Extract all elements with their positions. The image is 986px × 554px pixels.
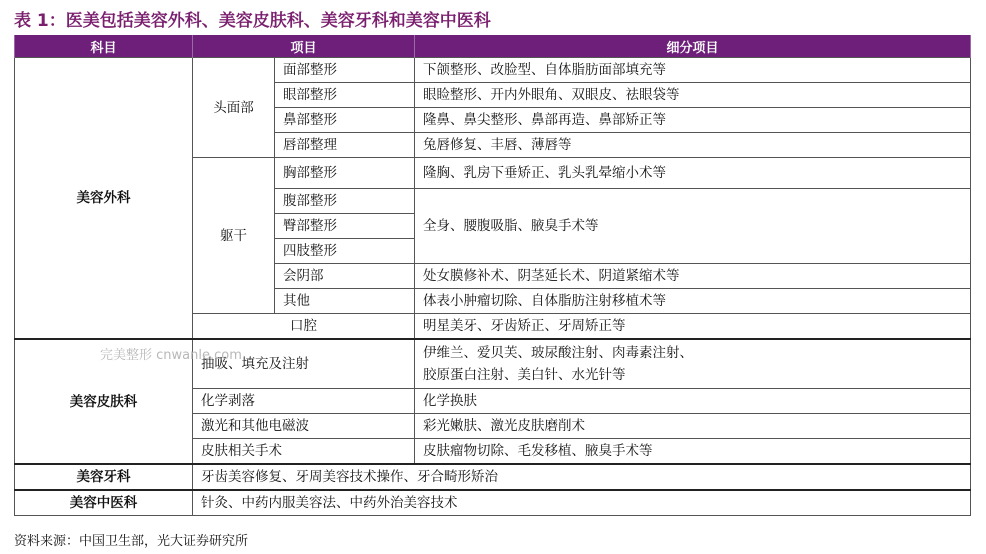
table-title: 表 1：医美包括美容外科、美容皮肤科、美容牙科和美容中医科 (14, 11, 491, 31)
detail-cell: 隆鼻、鼻尖整形、鼻部再造、鼻部矫正等 (415, 108, 971, 133)
detail-cell: 兔唇修复、丰唇、薄唇等 (415, 133, 971, 158)
table-row (15, 490, 971, 516)
detail-cell: 眼睑整形、开内外眼角、双眼皮、祛眼袋等 (415, 83, 971, 108)
header-subject: 科目 (15, 35, 193, 58)
header-item: 项目 (193, 35, 415, 58)
detail-cell: 化学换肤 (415, 389, 971, 414)
item-cell: 眼部整形 (275, 83, 415, 108)
detail-cell: 彩光嫩肤、激光皮肤磨削术 (415, 414, 971, 439)
header-row (15, 35, 971, 58)
item-cell: 抽吸、填充及注射 (193, 339, 415, 389)
detail-cell: 皮肤瘤物切除、毛发移植、腋臭手术等 (415, 439, 971, 465)
detail-cell: 隆胸、乳房下垂矫正、乳头乳晕缩小术等 (415, 158, 971, 189)
source-note: 资料来源：中国卫生部，光大证券研究所 (14, 534, 249, 549)
subject-dental: 美容牙科 (15, 464, 193, 490)
detail-line: 伊维兰、爱贝芙、玻尿酸注射、肉毒素注射、 (423, 345, 694, 361)
item-cell: 面部整形 (275, 58, 415, 83)
detail-cell-multiline (415, 339, 971, 389)
item-cell-oral: 口腔 (193, 314, 415, 340)
item-cell: 唇部整理 (275, 133, 415, 158)
detail-cell: 明星美牙、牙齿矫正、牙周矫正等 (415, 314, 971, 340)
item-cell: 臀部整形 (275, 214, 415, 239)
table-row (15, 339, 971, 389)
table-row (15, 464, 971, 490)
item-cell: 腹部整形 (275, 189, 415, 214)
watermark: 完美整形 cnwanle.com (100, 348, 242, 363)
group-head-face: 头面部 (193, 58, 275, 158)
item-cell: 四肢整形 (275, 239, 415, 264)
item-cell: 胸部整形 (275, 158, 415, 189)
detail-cell: 处女膜修补术、阴茎延长术、阴道紧缩术等 (415, 264, 971, 289)
detail-line: 胶原蛋白注射、美白针、水光针等 (423, 367, 626, 383)
item-cell: 皮肤相关手术 (193, 439, 415, 465)
detail-cell: 下颌整形、改脸型、自体脂肪面部填充等 (415, 58, 971, 83)
detail-cell: 针灸、中药内服美容法、中药外治美容技术 (193, 490, 971, 516)
medical-aesthetics-table (14, 35, 971, 516)
header-detail: 细分项目 (415, 35, 971, 58)
detail-cell: 牙齿美容修复、牙周美容技术操作、牙合畸形矫治 (193, 464, 971, 490)
item-cell: 会阴部 (275, 264, 415, 289)
item-cell: 激光和其他电磁波 (193, 414, 415, 439)
subject-dermatology: 美容皮肤科 (15, 339, 193, 464)
item-cell: 鼻部整形 (275, 108, 415, 133)
subject-surgery: 美容外科 (15, 58, 193, 340)
group-trunk: 躯干 (193, 158, 275, 314)
detail-cell: 全身、腰腹吸脂、腋臭手术等 (415, 189, 971, 264)
item-cell: 化学剥落 (193, 389, 415, 414)
table-row (15, 58, 971, 83)
item-cell: 其他 (275, 289, 415, 314)
detail-cell: 体表小肿瘤切除、自体脂肪注射移植术等 (415, 289, 971, 314)
subject-tcm: 美容中医科 (15, 490, 193, 516)
